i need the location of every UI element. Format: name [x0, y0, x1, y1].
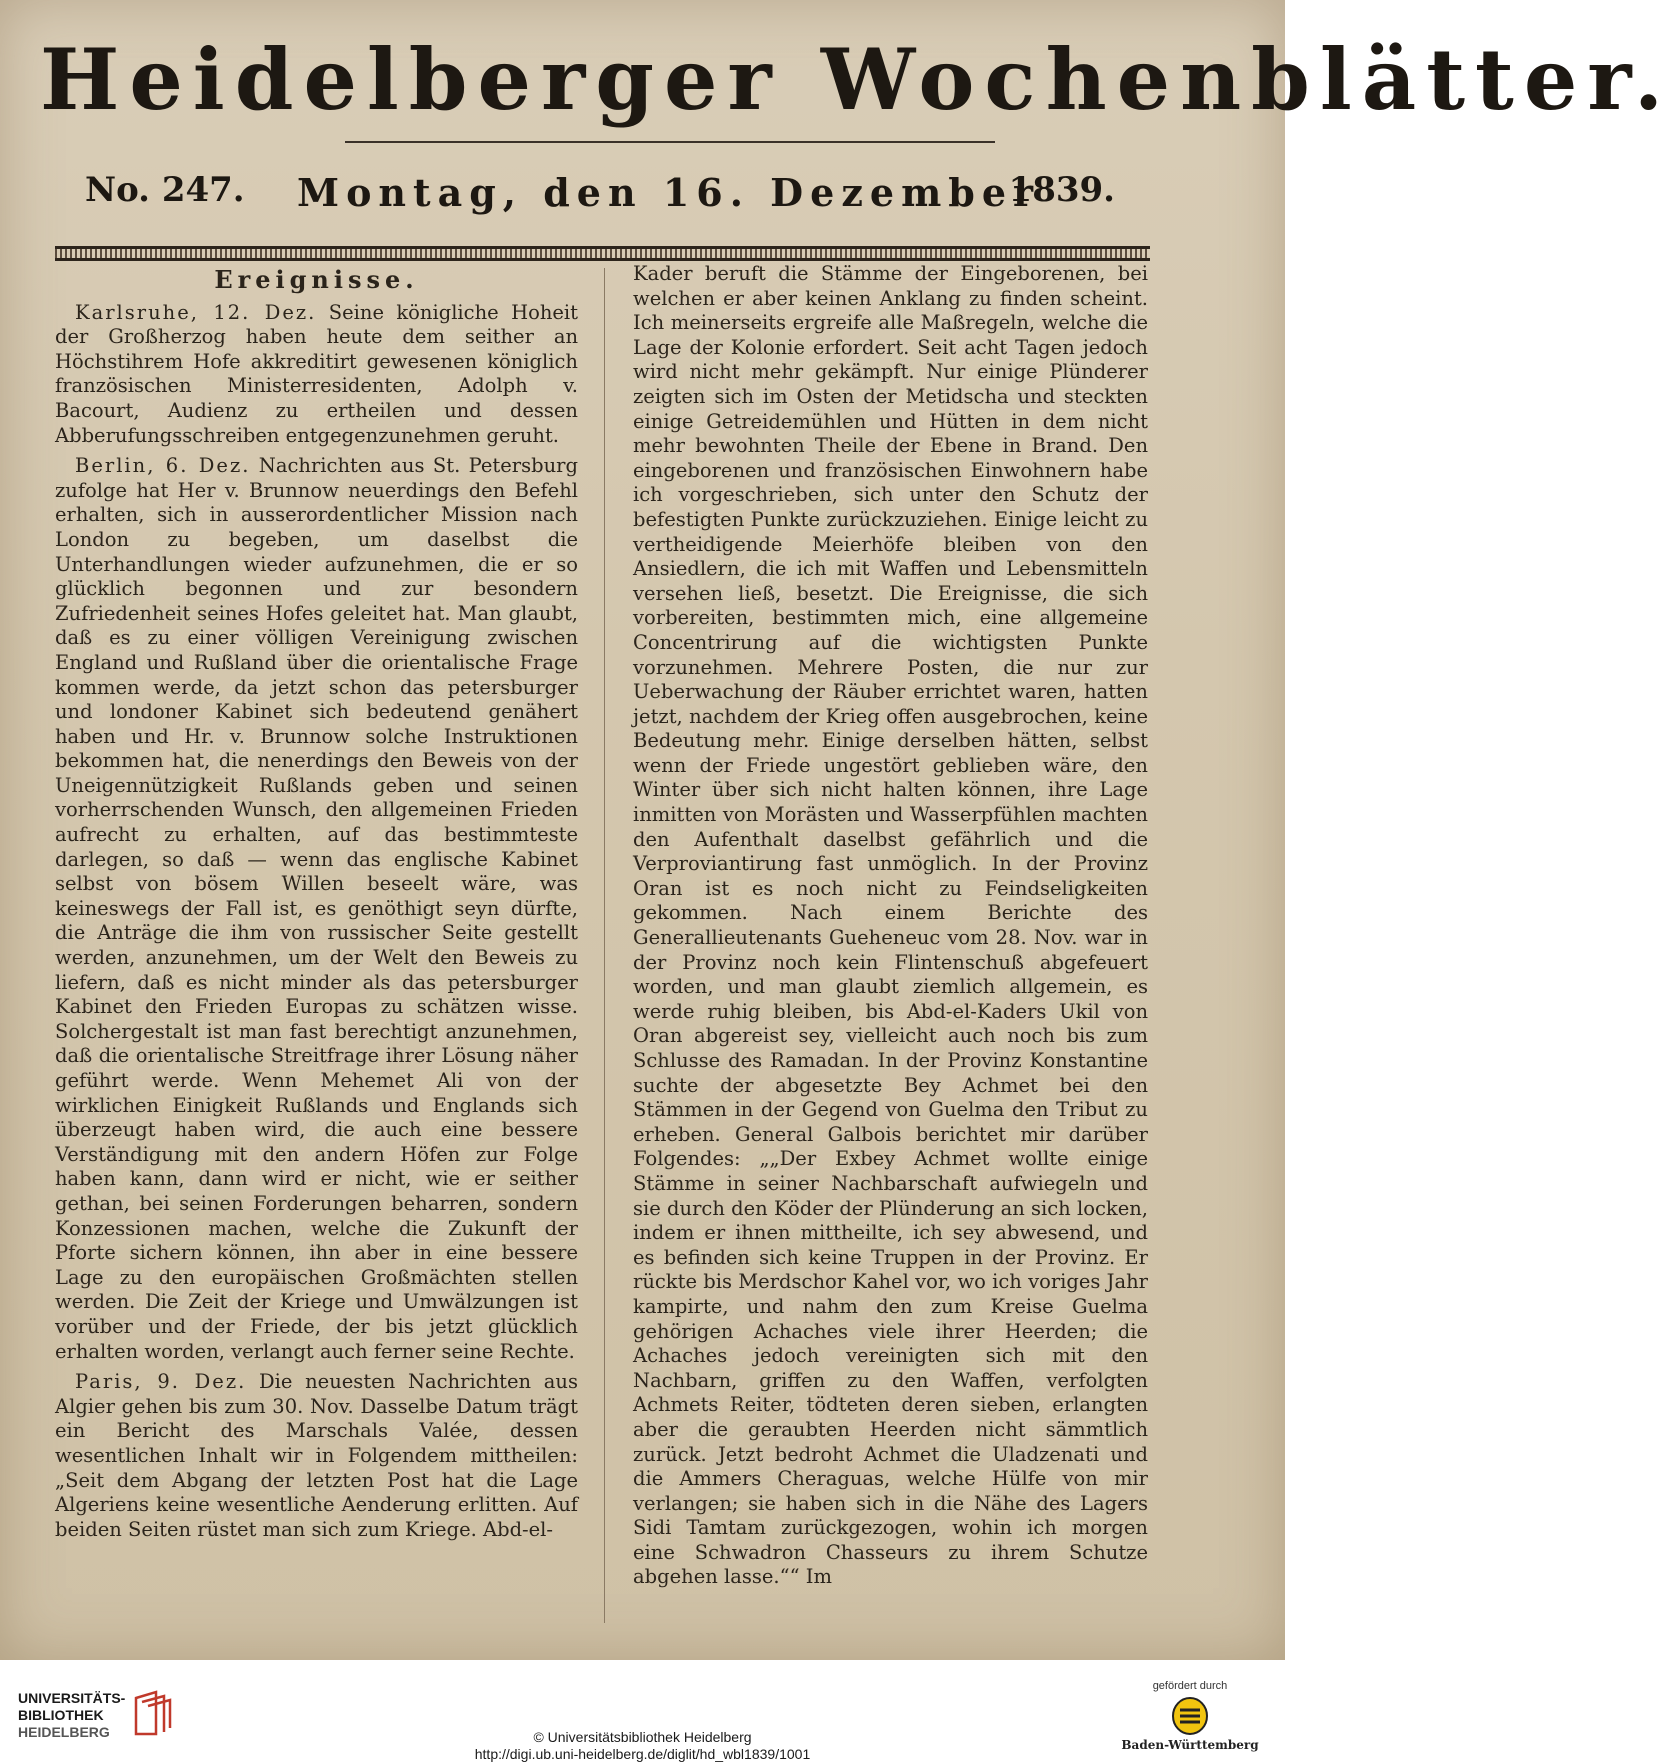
library-name-line-3: HEIDELBERG — [18, 1724, 110, 1740]
left-column — [55, 262, 578, 1548]
copyright-text: © Universitätsbibliothek Heidelberg — [533, 1729, 752, 1745]
masthead-title: Heidelberger Wochenblätter. — [40, 30, 1673, 129]
copyright-credit — [420, 1729, 865, 1763]
issue-year: 1839. — [1008, 170, 1115, 210]
dateline-berlin: Berlin, 6. Dez. — [75, 454, 251, 478]
article-karlsruhe — [55, 301, 578, 449]
issue-date: Montag, den 16. Dezember — [297, 170, 1041, 215]
funder-block — [1115, 1680, 1265, 1752]
state-coat-of-arms-icon — [1171, 1696, 1209, 1736]
right-column — [633, 262, 1148, 1596]
funded-by-label: gefördert durch — [1152, 1680, 1228, 1692]
footer — [0, 1660, 1285, 1764]
library-name-line-1: UNIVERSITÄTS- — [18, 1690, 126, 1706]
permalink[interactable]: http://digi.ub.uni-heidelberg.de/diglit/hd_wbl1839/1001 — [474, 1746, 811, 1762]
funder-name: Baden-Württemberg — [1121, 1738, 1259, 1752]
issue-line — [85, 170, 1115, 230]
issue-number: No. 247. — [85, 170, 245, 210]
library-logo-text[interactable] — [18, 1690, 125, 1741]
article-text: Die neuesten Nachrichten aus Algier gehen bis zum 30. Nov. Dasselbe Datum trägt ein Bericht des Marschals Valée, dessen wesentlichen Inhalt wir in Folgendem mittheilen: „Seit dem Abgang der letzten Post hat die Lage Algeriens keine wesentliche Aenderung erlitten. Auf beiden Seiten rüstet man sich zum Kriege. Abd-el- — [55, 1370, 578, 1541]
dateline-karlsruhe: Karlsruhe, 12. Dez. — [75, 300, 317, 324]
masthead-rule — [345, 141, 995, 143]
library-logo-icon — [128, 1688, 174, 1738]
section-heading: Ereignisse. — [214, 265, 419, 294]
article-berlin — [55, 454, 578, 1364]
column-divider — [604, 268, 605, 1623]
header-divider — [55, 246, 1150, 261]
article-text: Seine königliche Hoheit der Großherzog haben heute dem seither an Höchstihrem Hofe akkreditirt gewesenen königlich französischen Ministerresidenten, Adolph v. Bacourt, Audienz zu ertheilen und dessen Abberufungsschreiben entgegenzunehmen geruht. — [55, 300, 578, 447]
article-paris-continued: Kader beruft die Stämme der Eingeborenen, bei welchen er aber keinen Anklang zu finden scheint. Ich meinerseits ergreife alle Maßregeln, welche die Lage der Kolonie erfordert. Seit acht Tagen jedoch wird nicht mehr gekämpft. Nur einige Plünderer zeigten sich im Osten der Metidscha und steckten einige Getreidemühlen und Hütten in dem nicht mehr bewohnten Theile der Ebene in Brand. Den eingeborenen und französischen Einwohnern habe ich vorgeschrieben, sich unter den Schutz der befestigten Punkte zurückzuziehen. Einige leicht zu vertheidigende Meierhöfe bleiben von den Ansiedlern, die ich mit Waffen und Lebensmitteln versehen ließ, besetzt. Die Ereignisse, die sich vorbereiten, bestimmten mich, eine allgemeine Concentrirung auf die wichtigsten Punkte vorzunehmen. Mehrere Posten, die nur zur Ueberwachung der Räuber errichtet waren, hatten jetzt, nachdem der Krieg offen ausgebrochen, keine Bedeutung mehr. Einige derselben hätten, selbst wenn der Friede ungestört geblieben wäre, den Winter über sich nicht halten können, ihre Lage inmitten von Morästen und Wasserpfühlen machten den Aufenthalt daselbst gefährlich und die Verproviantirung fast unmöglich. In der Provinz Oran ist es noch nicht zu Feindseligkeiten gekommen. Nach einem Berichte des Generallieutenants Gueheneuc vom 28. Nov. war in der Provinz noch kein Flintenschuß abgefeuert worden, und man glaubt ziemlich allgemein, es werde ruhig bleiben, bis Abd-el-Kaders Ukil von Oran abgereist sey, vielleicht auch noch bis zum Schlusse des Ramadan. In der Provinz Konstantine suchte der abgesetzte Bey Achmet bei den Stämmen in der Gegend von Guelma den Tribut zu erheben. General Galbois berichtet mir darüber Folgendes: „„Der Exbey Achmet wollte einige Stämme in seiner Nachbarschaft aufwiegeln und sie durch den Köder der Plünderung an sich locken, indem er ihnen mittheilte, ich sey abwesend, und es befinden sich keine Truppen in der Provinz. Er rückte bis Merdschor Kahel vor, wo ich voriges Jahr kampirte, und nahm den zum Kreise Guelma gehörigen Achaches viele ihrer Heerden; die Achaches jedoch vereinigten sich mit den Nachbarn, griffen zu den Waffen, verfolgten Achmets Reiter, tödteten deren sieben, erlangten aber die geraubten Heerden nicht sämmtlich zurück. Jetzt bedroht Achmet die Uladzenati und die Ammers Cheraguas, welche Hülfe von mir verlangen; sie haben sich in die Nähe des Lagers Sidi Tamtam zurückgezogen, wohin ich morgen eine Schwadron Chasseurs zu ihrem Schutze abgehen lasse.““ Im — [633, 262, 1148, 1589]
dateline-paris: Paris, 9. Dez. — [75, 1370, 247, 1394]
article-text: Nachrichten aus St. Petersburg zufolge hat Her v. Brunnow neuerdings den Befehl erhalten, sich in ausserordentlicher Mission nach London zu begeben, um daselbst die Unterhandlungen wieder aufzunehmen, die er so glücklich begonnen und zur besondern Zufriedenheit seines Hofes geleitet hat. Man glaubt, daß es zu einer völligen Vereinigung zwischen England und Rußland über die orientalische Frage kommen werde, da jetzt schon das petersburger und londoner Kabinet sich bedeutend genähert haben und Hr. v. Brunnow solche Instruktionen bekommen hat, die nenerdings den Beweis von der Uneigennützigkeit Rußlands geben und seinen vorherrschenden Wunsch, den allgemeinen Frieden aufrecht zu erhalten, auf das bestimmteste darlegen, so daß — wenn das englische Kabinet selbst von bösem Willen beseelt wäre, was keineswegs der Fall ist, es genöthigt seyn dürfte, die Anträge die ihm von russischer Seite gestellt werden, anzunehmen, um der Welt den Beweis zu liefern, daß es nicht minder als das petersburger Kabinet den Frieden Europas zu schätzen wisse. Solchergestalt ist man fast berechtigt anzunehmen, daß die orientalische Streitfrage ihrer Lösung näher geführt werde. Wenn Mehemet Ali von der wirklichen Einigkeit Rußlands und Englands sich überzeugt haben wird, die auch eine bessere Verständigung mit den andern Höfen zur Folge haben kann, dann wird er nicht, wie er seither gethan, bei seinen Forderungen beharren, sondern Konzessionen machen, welche die Zukunft der Pforte sichern können, ihn aber in eine bessere Lage zu den europäischen Großmächten stellen werden. Die Zeit der Kriege und Umwälzungen ist vorüber und der Friede, der bis jetzt glücklich erhalten worden, verlangt auch ferner seine Rechte. — [55, 454, 578, 1363]
library-name-line-2: BIBLIOTHEK — [18, 1707, 104, 1723]
article-paris — [55, 1370, 578, 1542]
